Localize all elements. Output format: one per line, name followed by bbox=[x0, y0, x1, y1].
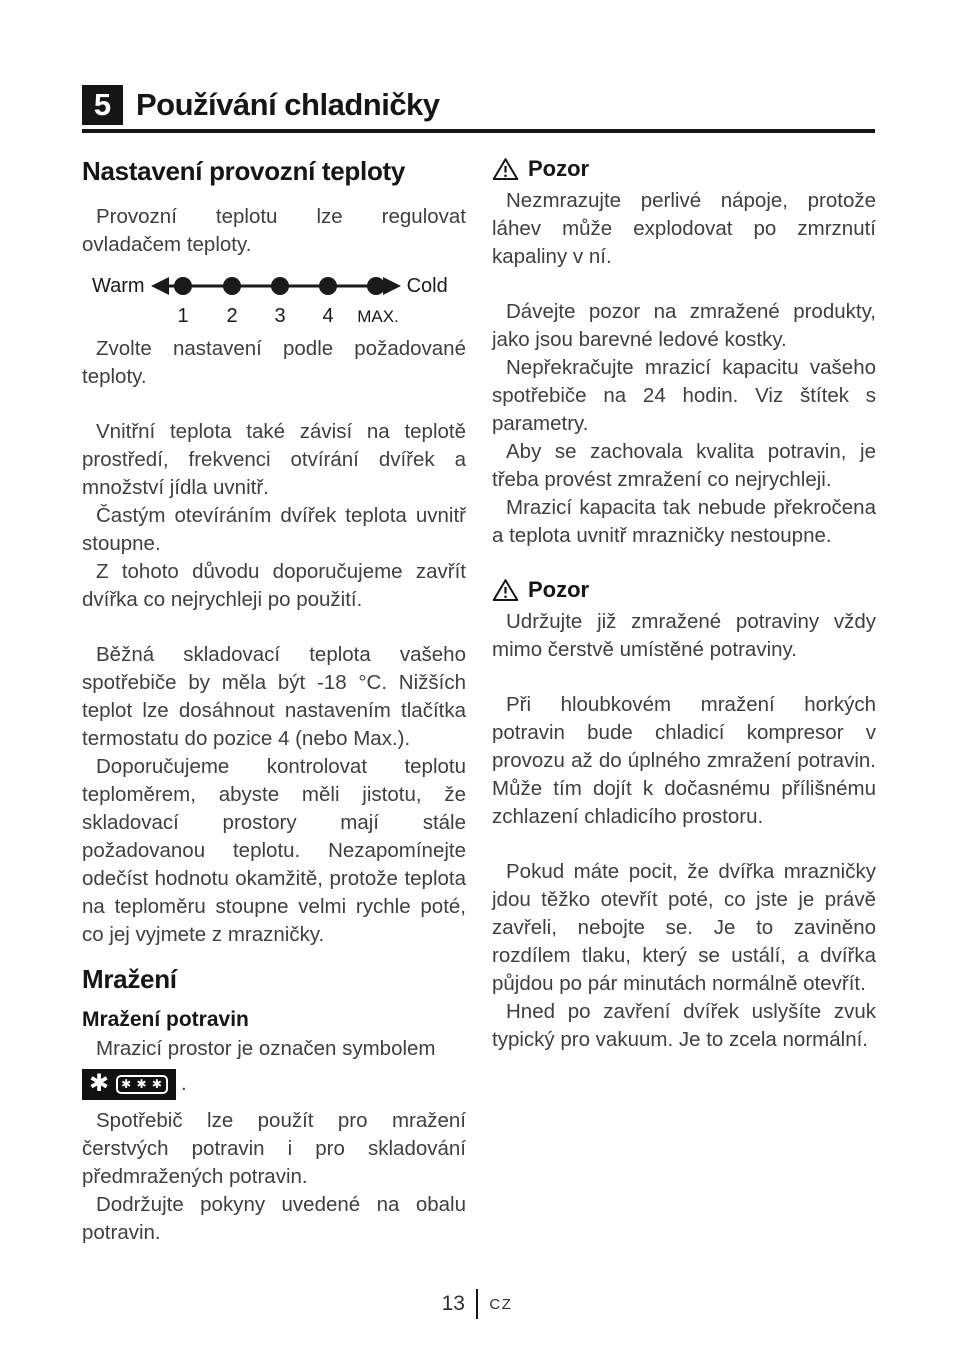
warning-title: Pozor bbox=[528, 156, 590, 181]
freezer-symbol-line bbox=[82, 1067, 466, 1101]
subsection-heading-freezing-food: Mražení potravin bbox=[82, 1008, 249, 1031]
warning-title: Pozor bbox=[528, 577, 590, 602]
spacer bbox=[492, 664, 876, 691]
warning-triangle-icon bbox=[492, 578, 519, 602]
chapter-title: Používání chladničky bbox=[136, 87, 440, 122]
dial-scale-graphic bbox=[150, 272, 402, 328]
section-heading-freezing: Mražení bbox=[82, 964, 177, 994]
paragraph: Častým otevíráním dvířek teplota uvnitř stoupne. bbox=[82, 504, 466, 555]
paragraph: Udržujte již zmražené potraviny vždy mimo čerstvě umístěné potraviny. bbox=[492, 610, 876, 661]
spacer bbox=[492, 831, 876, 858]
arrow-right-icon bbox=[383, 277, 401, 295]
paragraph: Hned po zavření dvířek uslyšíte zvuk typický pro vakuum. Je to zcela normální. bbox=[492, 1000, 876, 1051]
dial-tick-label-max: MAX. bbox=[356, 307, 399, 326]
page-footer bbox=[0, 1289, 954, 1319]
chapter-number-box: 5 bbox=[82, 85, 123, 125]
dial-tick-label-2: 2 bbox=[226, 305, 238, 327]
spacer bbox=[492, 550, 876, 577]
paragraph: Pokud máte pocit, že dvířka mrazničky jdou těžko otevřít poté, co jste je právě zavřeli, nebojte se. Je to zaviněno rozdílem tlaku, který se ustálí, a dvířka půjdou po pár minutách normálně otevřít. bbox=[492, 860, 876, 995]
arrow-left-icon bbox=[151, 277, 169, 295]
paragraph: Z tohoto důvodu doporučujeme zavřít dvířka co nejrychleji po použití. bbox=[82, 560, 466, 611]
paragraph: Spotřebič lze použít pro mražení čerstvých potravin i pro skladování předmražených potravin. bbox=[82, 1109, 466, 1188]
paragraph: Mrazicí prostor je označen symbolem bbox=[96, 1037, 436, 1060]
dial-tick-label-4: 4 bbox=[322, 305, 334, 327]
paragraph: Dodržujte pokyny uvedené na obalu potravin. bbox=[82, 1193, 466, 1244]
paragraph: Mrazicí kapacita tak nebude překročena a teplota uvnitř mrazničky nestoupne. bbox=[492, 496, 876, 547]
warning-triangle-icon bbox=[492, 157, 519, 181]
freezer-three-stars-icon: ✱ ✱ ✱ bbox=[116, 1075, 168, 1094]
right-column bbox=[492, 156, 876, 1247]
paragraph: Při hloubkovém mražení horkých potravin bude chladicí kompresor v provozu až do úplného zmražení potravin. Může tím dojít k dočasnému přílišnému zchlazení chladicího prostoru. bbox=[492, 693, 876, 828]
dial-warm-label: Warm bbox=[92, 275, 145, 297]
dial-cold-label: Cold bbox=[406, 275, 448, 297]
paragraph: Provozní teplotu lze regulovat ovladačem teploty. bbox=[82, 205, 466, 256]
spacer bbox=[82, 614, 466, 641]
dial-tick-label-3: 3 bbox=[274, 305, 286, 327]
warning-heading bbox=[492, 156, 876, 182]
sentence-period: . bbox=[180, 1072, 187, 1095]
spacer bbox=[82, 391, 466, 418]
paragraph: Aby se zachovala kvalita potravin, je třeba provést zmražení co nejrychleji. bbox=[492, 440, 876, 491]
paragraph: Zvolte nastavení podle požadované teploty. bbox=[82, 337, 466, 388]
freezer-rating-symbol bbox=[82, 1069, 176, 1100]
two-column-body bbox=[82, 156, 875, 1247]
chapter-header bbox=[82, 85, 875, 133]
temperature-dial-diagram bbox=[82, 272, 466, 328]
page-number: 13 bbox=[441, 1292, 465, 1315]
footer-divider bbox=[476, 1289, 479, 1319]
freezer-big-star-icon: ✱ bbox=[89, 1070, 110, 1097]
dial-tick-label-1: 1 bbox=[177, 305, 189, 327]
left-column bbox=[82, 156, 466, 1247]
warning-heading bbox=[492, 577, 876, 603]
paragraph: Dávejte pozor na zmražené produkty, jako jsou barevné ledové kostky. bbox=[492, 300, 876, 351]
language-code: CZ bbox=[489, 1295, 513, 1313]
paragraph: Nezmrazujte perlivé nápoje, protože láhev může explodovat po zmrznutí kapaliny v ní. bbox=[492, 189, 876, 268]
paragraph: Běžná skladovací teplota vašeho spotřebiče by měla být -18 °C. Nižších teplot lze dosáhnout nastavením tlačítka termostatu do pozice 4 (nebo Max.). bbox=[82, 643, 466, 750]
section-heading-temperature: Nastavení provozní teploty bbox=[82, 156, 406, 186]
spacer bbox=[492, 271, 876, 298]
paragraph: Doporučujeme kontrolovat teplotu teploměrem, abyste měli jistotu, že skladovací prostory mají stále požadovanou teplotu. Nezapomínejte odečíst hodnotu okamžitě, protože teplota na teploměru stoupne velmi rychle poté, co jej vyjmete z mrazničky. bbox=[82, 755, 466, 946]
paragraph: Vnitřní teplota také závisí na teplotě prostředí, frekvenci otvírání dvířek a množství jídla uvnitř. bbox=[82, 420, 466, 499]
paragraph: Nepřekračujte mrazicí kapacitu vašeho spotřebiče na 24 hodin. Viz štítek s parametry. bbox=[492, 356, 876, 435]
